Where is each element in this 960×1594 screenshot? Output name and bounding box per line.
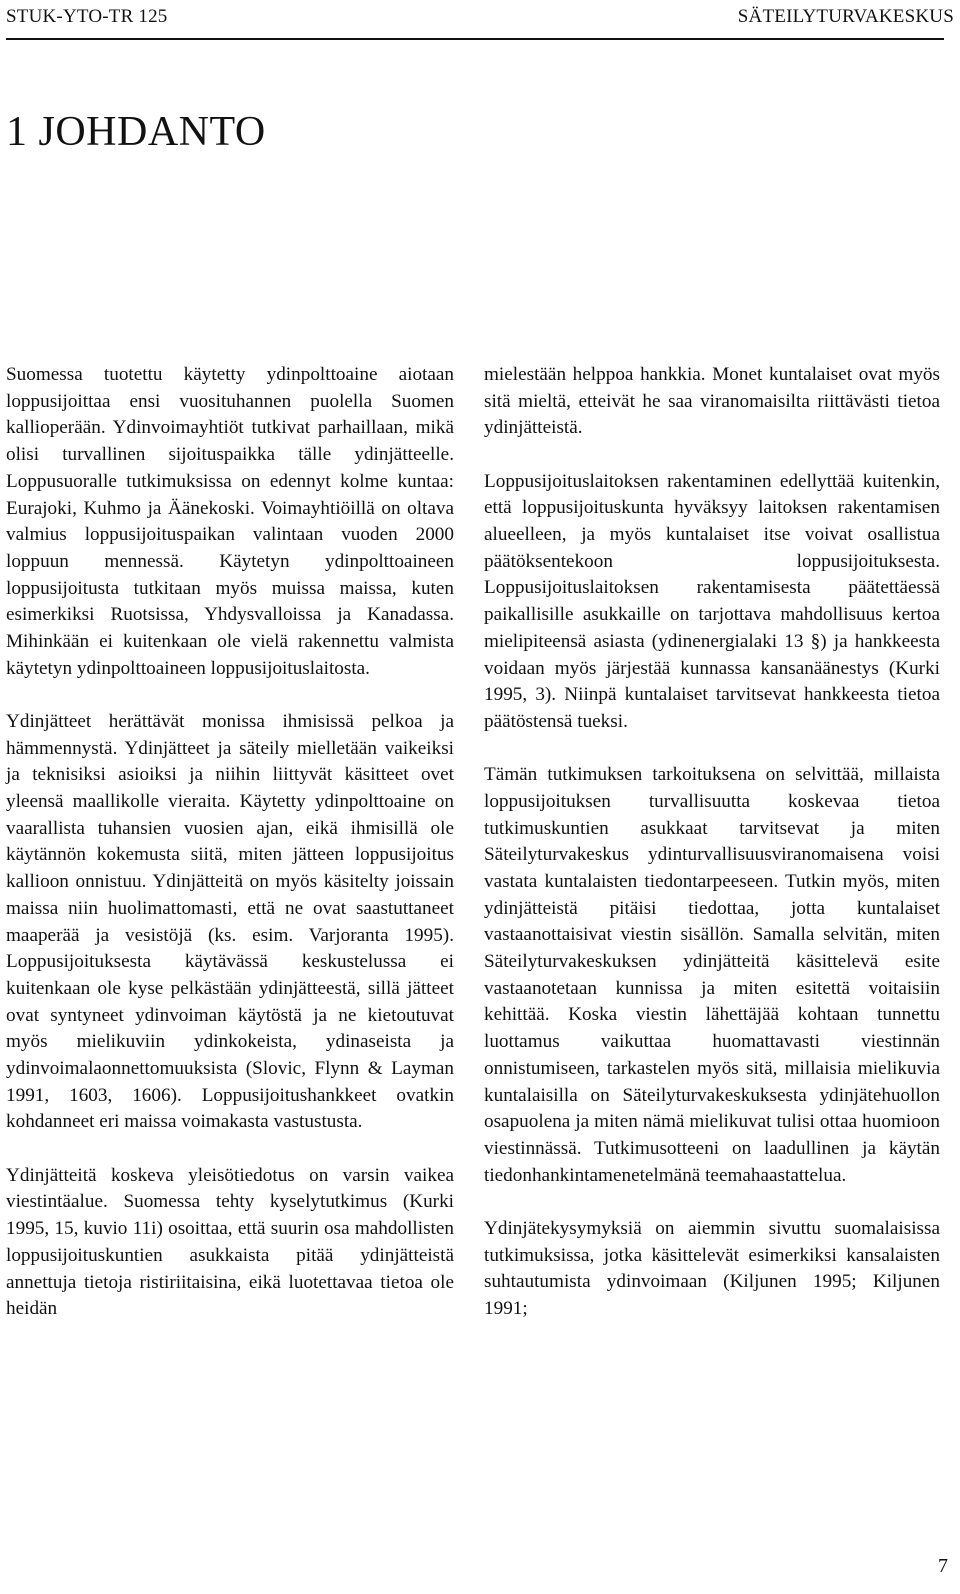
running-header-right: SÄTEILYTURVAKESKUS xyxy=(737,6,954,27)
chapter-title: 1 JOHDANTO xyxy=(6,109,266,155)
paragraph: Ydinjätekysymyksiä on aiemmin sivuttu suomalaisissa tutkimuksissa, jotka käsittelevät esimerkiksi kansalaisten suhtautumista ydinvoimaan (Kiljunen 1995; Kiljunen 1991; xyxy=(484,1217,940,1319)
right-column xyxy=(484,362,940,1323)
paragraph: Ydinjätteet herättävät monissa ihmisissä pelkoa ja hämmennystä. Ydinjätteet ja säteily mielletään vaikeiksi ja teknisiksi asioiksi ja niihin liittyvät käsitteet ovet yleensä maallikolle vieraita. Käytetty ydinpolttoaine on vaarallista tuhansien vuosien ajan, eikä ihmisillä ole käytännön kokemusta siitä, miten jätteen loppusijoitus kallioon onnistuu. Ydinjätteitä on myös käsitelty joissain maissa niin huolimattomasti, että ne ovat saastuttaneet maaperää ja vesistöjä (ks. esim. Varjoranta 1995). Loppusijoituksesta käytävässä keskustelussa ei kuitenkaan ole kyse pelkästään ydinjätteestä, sillä jätteet ovat syntyneet ydinvoiman käytöstä ja ne kietoutuvat myös mielikuviin ydinkokeista, ydinaseista ja ydinvoimalaonnettomuuksista (Slovic, Flynn & Layman 1991, 1603, 1606). Loppusijoitushankkeet ovatkin kohdanneet eri maissa voimakasta vastustusta. xyxy=(6,710,454,1133)
paragraph: Tämän tutkimuksen tarkoituksena on selvittää, millaista loppusijoituksen turvallisuutta koskevaa tietoa tutkimuskuntien asukkaat tarvitsevat ja miten Säteilyturvakeskus ydinturvallisuusviranomaisena voisi vastata kuntalaisten tiedontarpeeseen. Tutkin myös, miten ydinjätteistä pitäisi tiedottaa, jotta kuntalaiset vastaanottaisivat viestin sisällön. Samalla selvitän, miten Säteilyturvakeskuksen ydinjätteitä käsittelevä esite vastaanotetaan kunnissa ja miten esitettä voitaisiin kehittää. Koska viestin lähettäjää kohtaan tunnettu luottamus vaikuttaa huomattavasti viestinnän onnistumiseen, tarkastelen myös sitä, millaisia mielikuvia kuntalaisilla on Säteilyturvakeskuksesta ydinjätehuollon osapuolena ja miten nämä mielikuvat tulisi ottaa huomioon viestinnässä. Tutkimusotteeni on laadullinen ja käytän tiedonhankintamenetelmänä teemahaastattelua. xyxy=(484,764,940,1186)
paragraph: mielestään helppoa hankkia. Monet kuntalaiset ovat myös sitä mieltä, etteivät he saa viranomaisilta riittävästi tietoa ydinjätteistä. xyxy=(484,364,940,439)
left-column xyxy=(6,362,454,1323)
paragraph: Loppusijoituslaitoksen rakentaminen edellyttää kuitenkin, että loppusijoituskunta hyväksyy laitoksen rakentamisen alueelleen, ja myös kuntalaiset itse voivat osallistua päätöksentekoon loppusijoituksesta. Loppusijoituslaitoksen rakentamisesta päätettäessä paikallisille asukkaille on tarjottava mahdollisuus kertoa mielipiteensä asiasta (ydinenergialaki 13 §) ja hankkeesta voidaan myös järjestää kunnassa kansanäänestys (Kurki 1995, 3). Niinpä kuntalaiset tarvitsevat hankkeesta tietoa päätöstensä tueksi. xyxy=(484,470,940,732)
paragraph: Suomessa tuotettu käytetty ydinpolttoaine aiotaan loppusijoittaa ensi vuosituhannen puolella Suomen kallioperään. Ydinvoimayhtiöt tutkivat parhaillaan, mikä olisi turvallinen sijoituspaikka tälle ydinjätteelle. Loppusuoralle tutkimuksissa on edennyt kolme kuntaa: Eurajoki, Kuhmo ja Äänekoski. Voimayhtiöillä on oltava valmius loppusijoituspaikan valintaan vuoden 2000 loppuun mennessä. Käytetyn ydinpolttoaineen loppusijoitusta tutkitaan myös muissa maissa, kuten esimerkiksi Ruotsissa, Yhdysvalloissa ja Kanadassa. Mihinkään ei kuitenkaan ole vielä rakennettu valmista käytetyn ydinpolttoaineen loppusijoituslaitosta. xyxy=(6,364,454,679)
running-header-left: STUK-YTO-TR 125 xyxy=(6,6,168,27)
header-rule xyxy=(6,38,944,40)
paragraph: Ydinjätteitä koskeva yleisötiedotus on varsin vaikea viestintäalue. Suomessa tehty kyselytutkimus (Kurki 1995, 15, kuvio 11i) osoittaa, että suurin osa mahdollisten loppusijoituskuntien asukkaista pitää ydinjätteistä annettuja tietoja ristiriitaisina, eikä luotettavaa tietoa ole heidän xyxy=(6,1164,454,1320)
page-number: 7 xyxy=(938,1555,948,1577)
